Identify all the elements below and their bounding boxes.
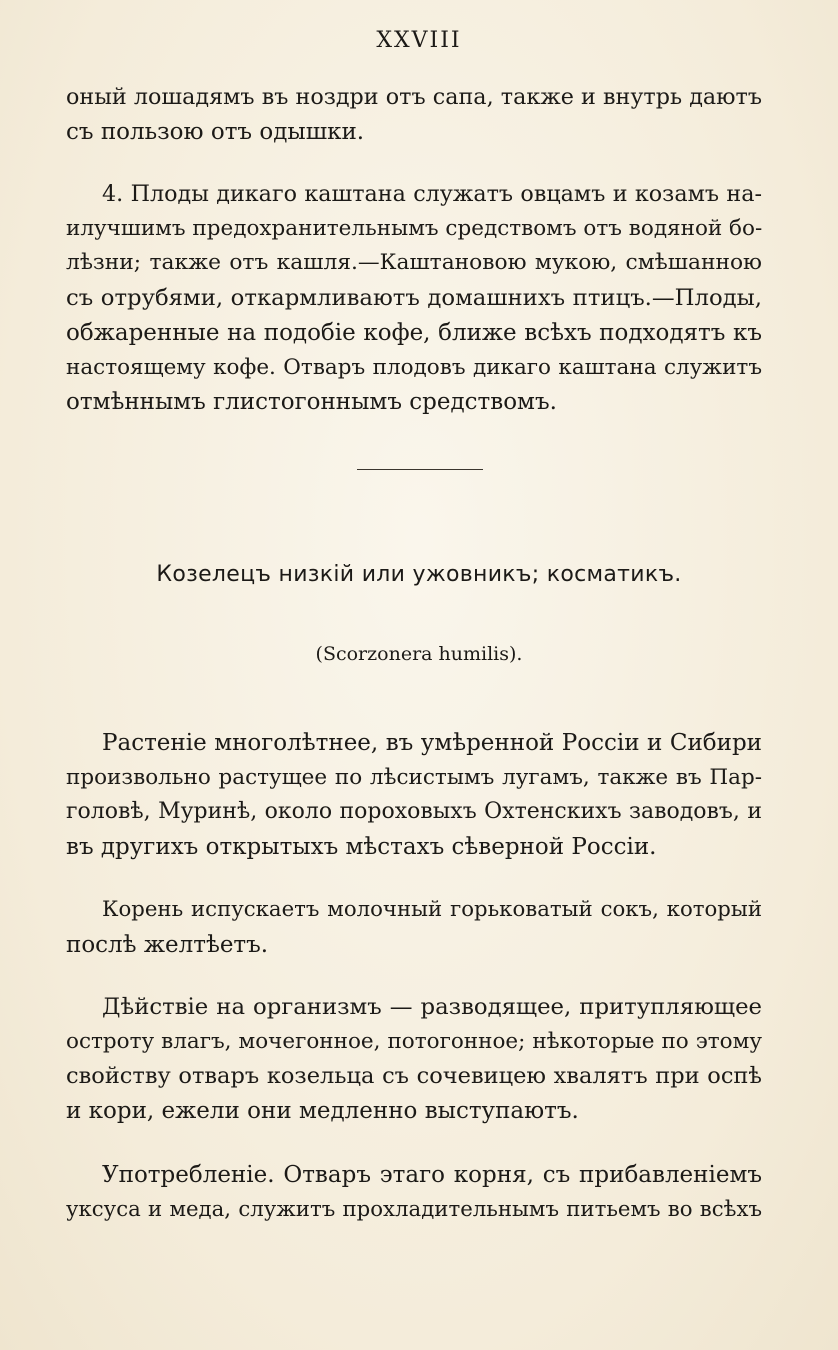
latin-name: (Scorzonera humilis).	[315, 643, 523, 665]
text-line: произвольно растущее по лѣсистымъ лугамъ, также въ Пар-	[66, 764, 762, 790]
section-divider	[357, 469, 483, 470]
text-line: въ другихъ открытыхъ мѣстахъ сѣверной Россіи.	[66, 834, 657, 861]
text-line: остроту влагъ, мочегонное, потогонное; нѣкоторые по этому	[66, 1028, 762, 1054]
text-line: Растеніе многолѣтнее, въ умѣренной Россіи и Сибири	[102, 730, 762, 756]
text-line: Употребленіе. Отваръ этаго корня, съ прибавленіемъ	[102, 1162, 762, 1188]
page-number: XXVIII	[376, 28, 462, 53]
section-heading: Козелецъ низкій или ужовникъ; косматикъ.	[156, 562, 682, 587]
text-line: илучшимъ предохранительнымъ средствомъ отъ водяной бо-	[66, 215, 763, 241]
text-line: послѣ желтѣетъ.	[66, 931, 269, 958]
text-line: Корень испускаетъ молочный горьковатый сокъ, который	[102, 897, 762, 922]
text-line: съ пользою отъ одышки.	[66, 118, 365, 145]
text-line: обжаренные на подобіе кофе, ближе всѣхъ подходятъ къ	[66, 319, 762, 346]
paragraph-chestnut-fruits	[66, 177, 762, 420]
text-line: и кори, ежели они медленно выступаютъ.	[66, 1098, 579, 1125]
text-line: лѣзни; также отъ кашля.—Каштановою мукою, смѣшанною	[66, 250, 762, 276]
paragraph-plant-description	[66, 726, 762, 865]
text-line: свойству отваръ козельца съ сочевицею хвалятъ при оспѣ	[66, 1063, 762, 1090]
text-line: оный лошадямъ въ ноздри отъ сапа, также и внутрь даютъ	[66, 84, 762, 110]
text-line: Дѣйствіе на организмъ — разводящее, притупляющее	[102, 994, 762, 1020]
text-line: головѣ, Муринѣ, около пороховыхъ Охтенскихъ заводовъ, и	[66, 799, 762, 825]
text-line: уксуса и меда, служитъ прохладительнымъ питьемъ во всѣхъ	[66, 1196, 762, 1222]
text-line: съ отрубями, откармливаютъ домашнихъ птицъ.—Плоды,	[66, 285, 762, 312]
paragraph-continued	[66, 80, 762, 149]
text-line: настоящему кофе. Отваръ плодовъ дикаго каштана служитъ	[66, 354, 762, 380]
paragraph-root	[66, 893, 762, 962]
text-line: 4. Плоды дикаго каштана служатъ овцамъ и козамъ на-	[102, 181, 762, 207]
paragraph-action	[66, 990, 762, 1129]
text-line: отмѣннымъ глистогоннымъ средствомъ.	[66, 389, 557, 416]
paragraph-usage	[66, 1158, 762, 1227]
